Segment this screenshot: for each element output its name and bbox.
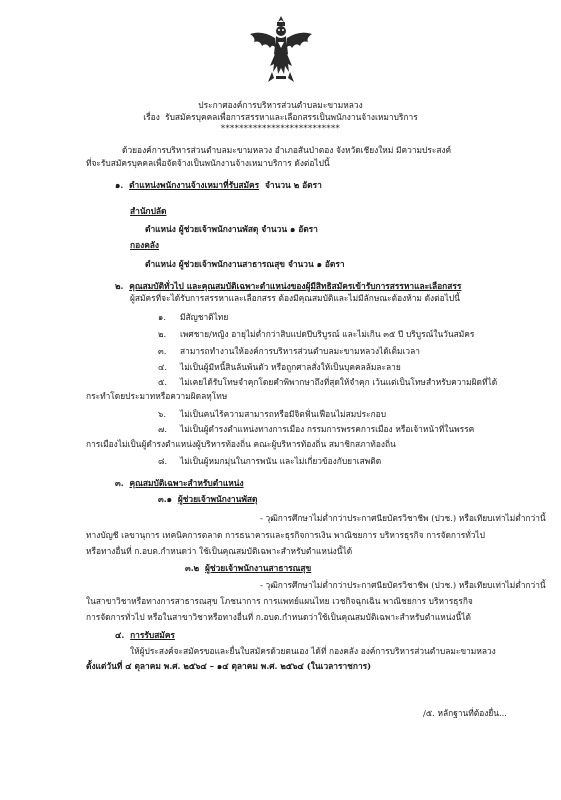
intro-line-1: ด้วยองค์การบริหารส่วนตำบลมะขามหลวง อำเภอสันป่าตอง จังหวัดเชียงใหม่ มีความประสงค์ xyxy=(122,145,452,155)
qualification-number: ๓. xyxy=(158,346,167,356)
qualification-text: ไม่เคยได้รับโทษจำคุกโดยคำพิพากษาถึงที่สุดให้จำคุก เว้นแต่เป็นโทษสำหรับความผิดที่ได้ xyxy=(180,377,498,387)
garuda-emblem-icon xyxy=(248,14,314,88)
subsection-3-1-line: - วุฒิการศึกษาไม่ต่ำกว่าประกาศนียบัตรวิชาชีพ (ปวช.) หรือเทียบเท่าไม่ต่ำกว่านี้ xyxy=(260,513,546,523)
section2-number: ๒. xyxy=(115,281,124,291)
qualification-number: ๖. xyxy=(158,409,166,419)
section2-heading xyxy=(115,281,461,292)
announcement-title: ประกาศองค์การบริหารส่วนตำบลมะขามหลวง xyxy=(198,100,363,110)
subsection-3-2-title: ผู้ช่วยเจ้าพนักงานสาธารณสุข xyxy=(205,563,312,573)
qualification-text: เพศชาย/หญิง อายุไม่ต่ำกว่าสิบแปดปีบริบูรณ์ และไม่เกิน ๓๕ ปี บริบูรณ์ในวันสมัคร xyxy=(180,329,475,339)
subsection-3-1-title: ผู้ช่วยเจ้าพนักงานพัสดุ xyxy=(177,494,258,504)
subsection-3-2-line: ในสาขาวิชาหรือทางการสาธารณสุข โภชนาการ การแพทย์แผนไทย เวชกิจฉุกเฉิน พาณิชยการ บริหารธุรกิจ xyxy=(86,596,473,606)
qualification-number: ๔. xyxy=(158,362,168,372)
application-period: ตั้งแต่วันที่ ๔ ตุลาคม พ.ศ. ๒๕๖๔ – ๑๔ ตุลาคม พ.ศ. ๒๕๖๔ (ในเวลาราชการ) xyxy=(86,661,372,671)
section3-title: คุณสมบัติเฉพาะสำหรับตำแหน่ง xyxy=(129,478,244,488)
separator-stars: ************************** xyxy=(220,123,341,133)
qualification-text: มีสัญชาติไทย xyxy=(180,312,229,322)
section3-heading xyxy=(115,478,244,489)
intro-line-2: ที่จะรับสมัครบุคคลเพื่อจัดจ้างเป็นพนักงานจ้างเหมาบริการ ดังต่อไปนี้ xyxy=(86,158,330,168)
qualification-continuation: การเมืองไม่เป็นผู้ดำรงตำแหน่งผู้บริหารท้องถิ่น คณะผู้บริหารท้องถิ่น สมาชิกสภาท้องถิ่น xyxy=(86,439,396,449)
section1-title: ตำแหน่งพนักงานจ้างเหมาที่รับสมัคร xyxy=(129,180,260,190)
section4-title: การรับสมัคร xyxy=(130,630,175,640)
qualification-number: ๘. xyxy=(158,456,168,466)
office-planning: สำนักปลัด xyxy=(130,206,167,216)
qualification-text: ไม่เป็นผู้หมกมุ่นในการพนัน และไม่เกี่ยวข้องกับยาเสพติด xyxy=(180,456,382,466)
subject-line xyxy=(0,112,561,123)
subsection-3-1-number: ๓.๑ xyxy=(158,494,172,504)
subject-label: เรื่อง xyxy=(143,112,160,122)
application-instructions: ให้ผู้ประสงค์จะสมัครขอและยื่นใบสมัครด้วยตนเอง ได้ที่ กองคลัง องค์การบริหารส่วนตำบลมะขามหลวง xyxy=(130,646,496,656)
subsection-3-1-line: ทางบัญชี เลขานุการ เทคนิคการตลาด การธนาคารและธุรกิจการเงิน พาณิชยการ บริหารธุรกิจ การจัดการทั่วไป xyxy=(86,530,485,540)
subsection-3-2-line: - วุฒิการศึกษาไม่ต่ำกว่าประกาศนียบัตรวิชาชีพ (ปวช.) หรือเทียบเท่าไม่ต่ำกว่านี้ xyxy=(260,580,546,590)
office-finance: กองคลัง xyxy=(130,240,160,250)
section4-number: ๔. xyxy=(115,630,125,640)
subsection-3-2-number: ๓.๒ xyxy=(185,563,200,573)
section1-count: จำนวน ๒ อัตรา xyxy=(265,180,322,190)
section4-heading xyxy=(115,630,175,641)
section3-number: ๓. xyxy=(115,478,124,488)
section1-number: ๑. xyxy=(115,180,124,190)
qualification-text: ไม่เป็นผู้ดำรงตำแหน่งทางการเมือง กรรมการพรรคการเมือง หรือเจ้าหน้าที่ในพรรค xyxy=(180,424,475,434)
section2-lead: ผู้สมัครที่จะได้รับการสรรหาและเลือกสรร ต้องมีคุณสมบัติและไม่มีลักษณะต้องห้าม ดังต่อไปนี้ xyxy=(130,293,460,303)
subsection-3-1-heading xyxy=(158,494,257,505)
subsection-3-2-heading xyxy=(185,563,311,574)
subsection-3-1-line: หรือทางอื่นที่ ก.อบต.กำหนดว่า ใช้เป็นคุณสมบัติเฉพาะสำหรับตำแหน่งนี้ได้ xyxy=(86,546,353,556)
qualification-number: ๕. xyxy=(158,377,168,387)
qualification-text: สามารถทำงานให้องค์การบริหารส่วนตำบลมะขามหลวงได้เต็มเวลา xyxy=(180,346,420,356)
qualification-text: ไม่เป็นคนไร้ความสามารถหรือมีจิตฟั่นเฟือนไม่สมประกอบ xyxy=(180,409,387,419)
qualification-continuation: กระทำโดยประมาทหรือความผิดลหุโทษ xyxy=(86,391,228,401)
section1-heading xyxy=(115,180,322,191)
subsection-3-2-line: การจัดการทั่วไป หรือในสาขาวิชาหรือทางอื่นที่ ก.อบต.กำหนดว่าใช้เป็นคุณสมบัติเฉพาะสำหรับตำแหน่งนี้ได้ xyxy=(86,612,471,622)
office-planning-position: ตำแหน่ง ผู้ช่วยเจ้าพนักงานพัสดุ จำนวน ๑ อัตรา xyxy=(145,224,318,234)
section2-title: คุณสมบัติทั่วไป และคุณสมบัติเฉพาะตำแหน่งของผู้มีสิทธิสมัครเข้ารับการสรรหาและเลือกสรร xyxy=(129,281,462,291)
qualification-number: ๗. xyxy=(158,424,167,434)
qualification-number: ๑. xyxy=(158,312,166,322)
qualification-text: ไม่เป็นผู้มีหนี้สินล้นพ้นตัว หรือถูกศาลสั่งให้เป็นบุคคลล้มละลาย xyxy=(180,362,401,372)
subject-text: รับสมัครบุคคลเพื่อการสรรหาและเลือกสรรเป็นพนักงานจ้างเหมาบริการ xyxy=(165,112,418,122)
office-finance-position: ตำแหน่ง ผู้ช่วยเจ้าพนักงานสาธารณสุข จำนวน ๑ อัตรา xyxy=(145,259,345,269)
continued-note: /๕. หลักฐานที่ต้องยื่น... xyxy=(423,708,507,718)
qualification-number: ๒. xyxy=(158,329,167,339)
